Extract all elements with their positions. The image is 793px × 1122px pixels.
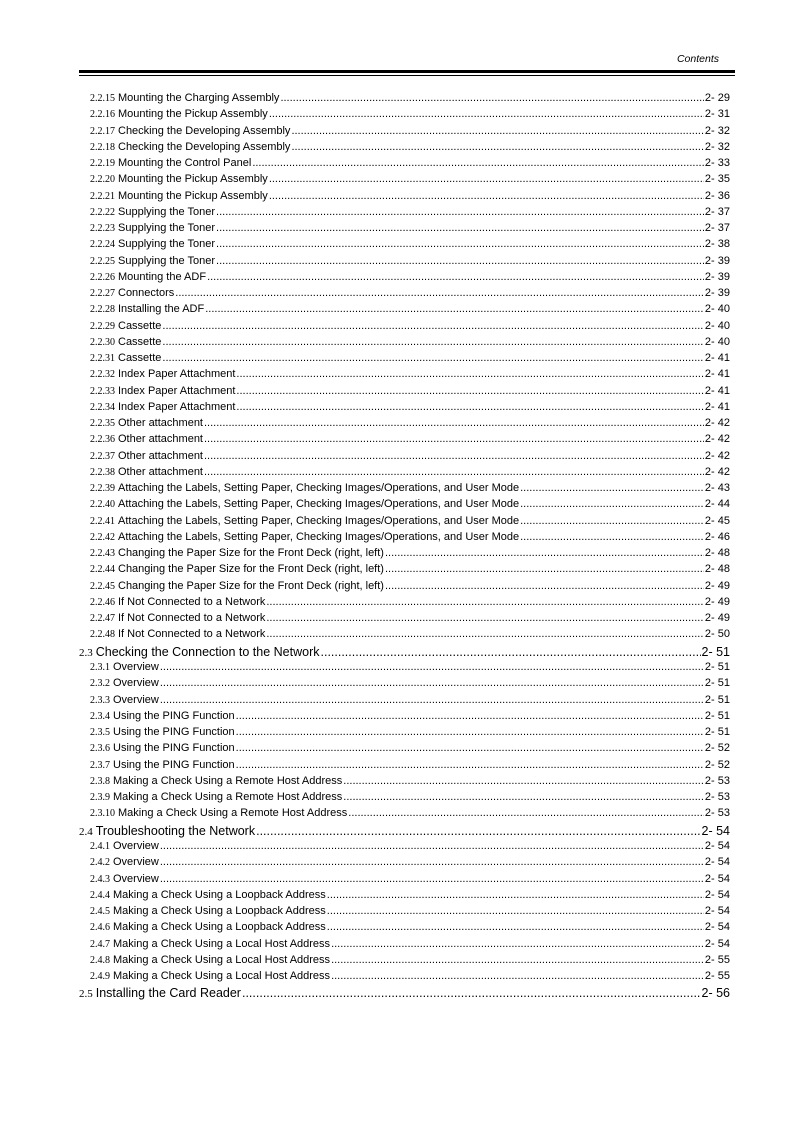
toc-entry-title: Attaching the Labels, Setting Paper, Checking Images/Operations, and User Mode	[118, 514, 520, 527]
toc-dot-leader	[327, 905, 704, 917]
toc-entry-page: 2- 54	[704, 937, 730, 950]
toc-dot-leader	[331, 970, 704, 982]
toc-dot-leader	[343, 791, 704, 803]
toc-subsection-entry[interactable]	[0, 125, 793, 141]
toc-entry-title: Supplying the Toner	[118, 205, 216, 218]
toc-entry-number: 2.2.27	[90, 288, 115, 299]
toc-dot-leader	[204, 433, 704, 445]
toc-dot-leader	[175, 287, 704, 299]
toc-entry-number: 2.3.6	[90, 743, 110, 755]
toc-entry-title: Supplying the Toner	[118, 254, 216, 267]
toc-entry-title: Overview	[113, 856, 159, 869]
toc-entry-number: 2.2.30	[90, 336, 115, 348]
toc-entry-number: 2.2.45	[90, 580, 115, 592]
toc-entry-title: Changing the Paper Size for the Front Deck (right, left)	[118, 547, 384, 559]
toc-entry-title: If Not Connected to a Network	[118, 595, 266, 608]
toc-entry-title: Other attachment	[118, 449, 203, 462]
toc-subsection-entry[interactable]	[0, 385, 793, 401]
toc-section-entry[interactable]	[0, 824, 793, 841]
toc-entry-title: Mounting the Pickup Assembly	[118, 108, 268, 121]
toc-entry-title: Making a Check Using a Loopback Address	[113, 888, 326, 901]
toc-subsection-entry[interactable]	[0, 840, 793, 856]
toc-entry-page: 2- 49	[704, 579, 730, 592]
toc-entry-title: Changing the Paper Size for the Front Deck (right, left)	[118, 563, 384, 576]
toc-dot-leader	[160, 661, 704, 673]
toc-subsection-entry[interactable]	[0, 157, 793, 173]
toc-subsection-entry[interactable]	[0, 905, 793, 921]
toc-entry-number: 2.3.9	[90, 792, 110, 803]
toc-dot-leader	[216, 238, 704, 250]
toc-entry-number: 2.4.8	[90, 954, 110, 966]
toc-entry-title: Mounting the Pickup Assembly	[118, 173, 268, 186]
toc-entry-number: 2.2.44	[90, 564, 115, 576]
toc-subsection-entry[interactable]	[0, 433, 793, 449]
toc-subsection-entry[interactable]	[0, 726, 793, 742]
toc-entry-title: Making a Check Using a Loopback Address	[113, 921, 326, 934]
toc-dot-leader	[216, 222, 704, 234]
toc-entry-page: 2- 41	[704, 368, 730, 381]
toc-subsection-entry[interactable]	[0, 661, 793, 677]
toc-entry-page: 2- 29	[704, 92, 730, 104]
toc-entry-number: 2.2.16	[90, 109, 115, 121]
toc-entry-number: 2.2.28	[90, 304, 115, 316]
toc-entry-number: 2.2.34	[90, 401, 115, 413]
toc-entry-number: 2.2.40	[90, 499, 115, 511]
toc-subsection-entry[interactable]	[0, 238, 793, 254]
toc-entry-title: Using the PING Function	[113, 726, 235, 738]
toc-dot-leader	[162, 320, 704, 332]
toc-dot-leader	[162, 336, 704, 348]
toc-entry-number: 2.4.4	[90, 889, 110, 901]
toc-dot-leader	[291, 125, 703, 137]
toc-entry-page: 2- 54	[704, 921, 730, 934]
toc-dot-leader	[269, 173, 704, 185]
toc-entry-number: 2.4	[79, 825, 93, 838]
toc-entry-title: Connectors	[118, 287, 175, 299]
toc-entry-page: 2- 52	[704, 758, 730, 771]
toc-entry-page: 2- 41	[704, 384, 730, 397]
toc-subsection-entry[interactable]	[0, 628, 793, 644]
toc-dot-leader	[266, 612, 704, 624]
toc-entry-page: 2- 35	[704, 173, 730, 186]
header-rule-thin	[79, 75, 735, 76]
toc-dot-leader	[204, 450, 704, 462]
toc-dot-leader	[266, 596, 704, 608]
toc-entry-title: Changing the Paper Size for the Front Deck (right, left)	[118, 579, 384, 592]
toc-entry-page: 2- 53	[704, 774, 730, 787]
toc-section-entry[interactable]	[0, 645, 793, 662]
toc-dot-leader	[520, 515, 704, 527]
toc-entry-page: 2- 53	[704, 807, 730, 820]
toc-dot-leader	[269, 190, 704, 202]
toc-entry-title: Checking the Connection to the Network	[95, 644, 320, 659]
toc-subsection-entry[interactable]	[0, 271, 793, 287]
toc-entry-page: 2- 54	[704, 888, 730, 901]
toc-entry-page: 2- 32	[704, 124, 730, 137]
toc-dot-leader	[343, 775, 704, 787]
toc-entry-number: 2.2.43	[90, 548, 115, 559]
toc-entry-number: 2.4.7	[90, 938, 110, 950]
toc-subsection-entry[interactable]	[0, 92, 793, 108]
toc-entry-title: Making a Check Using a Local Host Address	[113, 970, 331, 982]
toc-entry-page: 2- 37	[704, 205, 730, 218]
toc-subsection-entry[interactable]	[0, 336, 793, 352]
toc-subsection-entry[interactable]	[0, 856, 793, 872]
toc-entry-number: 2.2.29	[90, 320, 115, 332]
toc-entry-page: 2- 55	[704, 953, 730, 966]
toc-subsection-entry[interactable]	[0, 791, 793, 807]
toc-entry-number: 2.2.47	[90, 613, 115, 624]
toc-entry-number: 2.2.38	[90, 466, 115, 478]
toc-entry-title: Making a Check Using a Local Host Address	[113, 953, 331, 966]
toc-entry-number: 2.2.24	[90, 239, 115, 251]
toc-entry-page: 2- 31	[704, 108, 730, 121]
toc-subsection-entry[interactable]	[0, 563, 793, 579]
toc-subsection-entry[interactable]	[0, 222, 793, 238]
toc-entry-number: 2.2.48	[90, 629, 115, 641]
toc-entry-page: 2- 51	[704, 726, 730, 738]
toc-entry-page: 2- 38	[704, 238, 730, 251]
toc-section-entry[interactable]	[0, 986, 793, 1003]
toc-dot-leader	[331, 938, 704, 950]
toc-entry-page: 2- 33	[704, 157, 730, 169]
toc-dot-leader	[160, 856, 704, 868]
toc-subsection-entry[interactable]	[0, 759, 793, 775]
toc-entry-page: 2- 51	[704, 661, 730, 673]
toc-entry-number: 2.4.2	[90, 857, 110, 869]
toc-entry-title: Using the PING Function	[113, 742, 235, 755]
toc-entry-title: Checking the Developing Assembly	[118, 124, 291, 137]
toc-entry-number: 2.4.3	[90, 873, 110, 885]
toc-entry-number: 2.2.39	[90, 483, 115, 494]
toc-entry-page: 2- 40	[704, 335, 730, 348]
toc-subsection-entry[interactable]	[0, 255, 793, 271]
toc-entry-page: 2- 44	[704, 498, 730, 511]
toc-entry-title: Attaching the Labels, Setting Paper, Checking Images/Operations, and User Mode	[118, 498, 520, 511]
toc-subsection-entry[interactable]	[0, 694, 793, 710]
toc-subsection-entry[interactable]	[0, 320, 793, 336]
toc-entry-number: 2.4.6	[90, 922, 110, 934]
toc-entry-number: 2.2.37	[90, 450, 115, 462]
toc-dot-leader	[160, 694, 704, 706]
toc-subsection-entry[interactable]	[0, 954, 793, 970]
toc-subsection-entry[interactable]	[0, 873, 793, 889]
running-header-title: Contents	[676, 53, 719, 65]
toc-entry-number: 2.2.20	[90, 174, 115, 186]
toc-entry-page: 2- 42	[704, 433, 730, 446]
toc-entry-page: 2- 54	[704, 840, 730, 852]
toc-subsection-entry[interactable]	[0, 612, 793, 628]
header-rule-thick	[79, 70, 735, 73]
toc-entry-number: 2.4.1	[90, 841, 110, 852]
toc-subsection-entry[interactable]	[0, 206, 793, 222]
toc-dot-leader	[204, 466, 704, 478]
toc-entry-title: Cassette	[118, 335, 162, 348]
table-of-contents	[0, 92, 793, 1003]
toc-entry-page: 2- 39	[704, 270, 730, 283]
toc-dot-leader	[520, 482, 704, 494]
toc-entry-title: Mounting the Charging Assembly	[118, 92, 280, 104]
toc-subsection-entry[interactable]	[0, 368, 793, 384]
toc-entry-title: Other attachment	[118, 465, 203, 478]
toc-entry-page: 2- 32	[704, 140, 730, 153]
toc-dot-leader	[160, 873, 704, 885]
toc-dot-leader	[236, 726, 704, 738]
toc-entry-number: 2.3.7	[90, 759, 110, 771]
toc-dot-leader	[385, 580, 704, 592]
toc-entry-number: 2.2.35	[90, 418, 115, 429]
toc-subsection-entry[interactable]	[0, 775, 793, 791]
toc-subsection-entry[interactable]	[0, 401, 793, 417]
toc-entry-title: Attaching the Labels, Setting Paper, Checking Images/Operations, and User Mode	[118, 530, 520, 543]
toc-entry-title: Overview	[113, 840, 159, 852]
toc-entry-title: Overview	[113, 661, 159, 673]
toc-dot-leader	[266, 628, 704, 640]
toc-entry-title: Cassette	[118, 319, 162, 332]
toc-dot-leader	[252, 157, 704, 169]
toc-dot-leader	[327, 921, 704, 933]
toc-entry-title: Using the PING Function	[113, 709, 235, 722]
toc-entry-number: 2.4.5	[90, 906, 110, 917]
toc-entry-page: 2- 48	[704, 563, 730, 576]
toc-dot-leader	[236, 742, 704, 754]
toc-entry-title: Mounting the ADF	[118, 270, 207, 283]
toc-entry-page: 2- 51	[704, 677, 730, 690]
toc-entry-number: 2.3.10	[90, 808, 115, 820]
toc-subsection-entry[interactable]	[0, 596, 793, 612]
toc-entry-page: 2- 41	[704, 352, 730, 364]
toc-entry-title: Making a Check Using a Remote Host Address	[118, 807, 348, 820]
toc-subsection-entry[interactable]	[0, 108, 793, 124]
toc-subsection-entry[interactable]	[0, 531, 793, 547]
toc-subsection-entry[interactable]	[0, 190, 793, 206]
toc-subsection-entry[interactable]	[0, 807, 793, 823]
toc-subsection-entry[interactable]	[0, 921, 793, 937]
toc-subsection-entry[interactable]	[0, 482, 793, 498]
toc-subsection-entry[interactable]	[0, 970, 793, 986]
toc-entry-number: 2.3.3	[90, 694, 110, 706]
toc-entry-title: Index Paper Attachment	[118, 384, 236, 397]
toc-subsection-entry[interactable]	[0, 938, 793, 954]
toc-entry-page: 2- 51	[701, 644, 730, 659]
toc-entry-title: Other attachment	[118, 417, 203, 429]
toc-entry-title: Overview	[113, 693, 159, 706]
toc-dot-leader	[205, 303, 704, 315]
toc-entry-title: Index Paper Attachment	[118, 368, 236, 381]
toc-entry-page: 2- 50	[704, 628, 730, 641]
toc-dot-leader	[162, 352, 704, 364]
toc-dot-leader	[242, 986, 701, 1000]
toc-entry-title: Supplying the Toner	[118, 238, 216, 251]
toc-dot-leader	[269, 108, 704, 120]
toc-entry-page: 2- 55	[704, 970, 730, 982]
toc-entry-page: 2- 46	[704, 530, 730, 543]
toc-entry-page: 2- 54	[704, 905, 730, 917]
toc-entry-page: 2- 42	[704, 417, 730, 429]
toc-dot-leader	[236, 710, 704, 722]
toc-entry-page: 2- 49	[704, 612, 730, 624]
toc-entry-page: 2- 53	[704, 791, 730, 803]
toc-dot-leader	[327, 889, 704, 901]
toc-subsection-entry[interactable]	[0, 742, 793, 758]
toc-entry-page: 2- 39	[704, 254, 730, 267]
toc-entry-page: 2- 42	[704, 465, 730, 478]
toc-entry-number: 2.2.23	[90, 223, 115, 234]
toc-entry-number: 2.3.8	[90, 775, 110, 787]
toc-dot-leader	[280, 92, 703, 104]
toc-subsection-entry[interactable]	[0, 173, 793, 189]
toc-subsection-entry[interactable]	[0, 710, 793, 726]
toc-entry-number: 2.4.9	[90, 971, 110, 982]
toc-dot-leader	[216, 255, 704, 267]
toc-entry-title: Overview	[113, 677, 159, 690]
toc-entry-title: Overview	[113, 872, 159, 885]
toc-subsection-entry[interactable]	[0, 450, 793, 466]
toc-entry-number: 2.2.41	[90, 515, 115, 527]
toc-dot-leader	[348, 807, 704, 819]
toc-subsection-entry[interactable]	[0, 515, 793, 531]
toc-entry-number: 2.3.1	[90, 662, 110, 673]
toc-entry-title: If Not Connected to a Network	[118, 628, 266, 641]
toc-dot-leader	[160, 677, 704, 689]
toc-dot-leader	[520, 531, 704, 543]
toc-entry-number: 2.2.15	[90, 93, 115, 104]
toc-entry-title: Checking the Developing Assembly	[118, 140, 291, 153]
toc-entry-title: Cassette	[118, 352, 162, 364]
toc-subsection-entry[interactable]	[0, 677, 793, 693]
toc-entry-number: 2.2.17	[90, 125, 115, 137]
toc-entry-number: 2.2.32	[90, 369, 115, 381]
toc-entry-title: Making a Check Using a Loopback Address	[113, 905, 326, 917]
toc-dot-leader	[385, 547, 704, 559]
toc-dot-leader	[291, 141, 703, 153]
toc-entry-number: 2.2.21	[90, 190, 115, 202]
toc-entry-number: 2.5	[79, 988, 93, 1001]
toc-entry-page: 2- 52	[704, 742, 730, 755]
toc-entry-title: Installing the Card Reader	[95, 986, 241, 1001]
toc-entry-page: 2- 56	[701, 986, 730, 1001]
toc-subsection-entry[interactable]	[0, 141, 793, 157]
toc-subsection-entry[interactable]	[0, 417, 793, 433]
toc-entry-title: Other attachment	[118, 433, 203, 446]
toc-entry-page: 2- 42	[704, 449, 730, 462]
toc-entry-title: Mounting the Control Panel	[118, 157, 252, 169]
toc-entry-page: 2- 40	[704, 303, 730, 316]
toc-dot-leader	[520, 498, 704, 510]
toc-entry-title: Attaching the Labels, Setting Paper, Checking Images/Operations, and User Mode	[118, 482, 520, 494]
toc-dot-leader	[321, 645, 701, 659]
toc-entry-number: 2.2.33	[90, 385, 115, 397]
toc-subsection-entry[interactable]	[0, 889, 793, 905]
toc-entry-page: 2- 54	[701, 823, 730, 838]
toc-entry-title: Supplying the Toner	[118, 222, 216, 234]
toc-entry-number: 2.2.25	[90, 255, 115, 267]
toc-entry-number: 2.2.22	[90, 206, 115, 218]
toc-entry-title: Making a Check Using a Remote Host Address	[113, 791, 343, 803]
toc-dot-leader	[236, 385, 704, 397]
toc-entry-page: 2- 40	[704, 319, 730, 332]
toc-subsection-entry[interactable]	[0, 303, 793, 319]
toc-entry-page: 2- 41	[704, 400, 730, 413]
toc-entry-page: 2- 51	[704, 693, 730, 706]
toc-entry-title: Using the PING Function	[113, 758, 235, 771]
toc-entry-page: 2- 51	[704, 709, 730, 722]
toc-entry-number: 2.2.46	[90, 596, 115, 608]
toc-entry-page: 2- 37	[704, 222, 730, 234]
toc-entry-number: 2.3	[79, 646, 93, 659]
toc-dot-leader	[385, 563, 704, 575]
toc-entry-number: 2.3.5	[90, 727, 110, 738]
toc-entry-title: Making a Check Using a Remote Host Address	[113, 774, 343, 787]
toc-entry-title: Troubleshooting the Network	[95, 823, 256, 838]
toc-entry-page: 2- 36	[704, 189, 730, 202]
toc-entry-number: 2.2.18	[90, 141, 115, 153]
toc-entry-page: 2- 54	[704, 856, 730, 869]
toc-entry-number: 2.2.19	[90, 158, 115, 169]
toc-dot-leader	[331, 954, 704, 966]
toc-dot-leader	[236, 401, 704, 413]
toc-entry-page: 2- 54	[704, 872, 730, 885]
toc-subsection-entry[interactable]	[0, 547, 793, 563]
toc-subsection-entry[interactable]	[0, 466, 793, 482]
toc-dot-leader	[236, 759, 704, 771]
toc-entry-page: 2- 48	[704, 547, 730, 559]
toc-entry-number: 2.3.4	[90, 710, 110, 722]
toc-dot-leader	[204, 417, 704, 429]
toc-subsection-entry[interactable]	[0, 287, 793, 303]
toc-entry-number: 2.2.42	[90, 531, 115, 543]
toc-entry-number: 2.2.36	[90, 434, 115, 446]
toc-dot-leader	[216, 206, 704, 218]
toc-entry-number: 2.3.2	[90, 678, 110, 690]
toc-dot-leader	[160, 840, 704, 852]
toc-dot-leader	[207, 271, 704, 283]
toc-entry-title: Mounting the Pickup Assembly	[118, 189, 268, 202]
toc-entry-title: Making a Check Using a Local Host Address	[113, 937, 331, 950]
toc-subsection-entry[interactable]	[0, 580, 793, 596]
toc-entry-number: 2.2.31	[90, 353, 115, 364]
toc-entry-page: 2- 49	[704, 595, 730, 608]
toc-entry-number: 2.2.26	[90, 271, 115, 283]
toc-entry-page: 2- 45	[704, 514, 730, 527]
toc-entry-page: 2- 43	[704, 482, 730, 494]
toc-subsection-entry[interactable]	[0, 498, 793, 514]
toc-dot-leader	[236, 368, 704, 380]
toc-entry-page: 2- 39	[704, 287, 730, 299]
toc-entry-title: Installing the ADF	[118, 303, 205, 316]
toc-dot-leader	[256, 824, 700, 838]
toc-entry-title: If Not Connected to a Network	[118, 612, 266, 624]
toc-subsection-entry[interactable]	[0, 352, 793, 368]
toc-entry-title: Index Paper Attachment	[118, 400, 236, 413]
